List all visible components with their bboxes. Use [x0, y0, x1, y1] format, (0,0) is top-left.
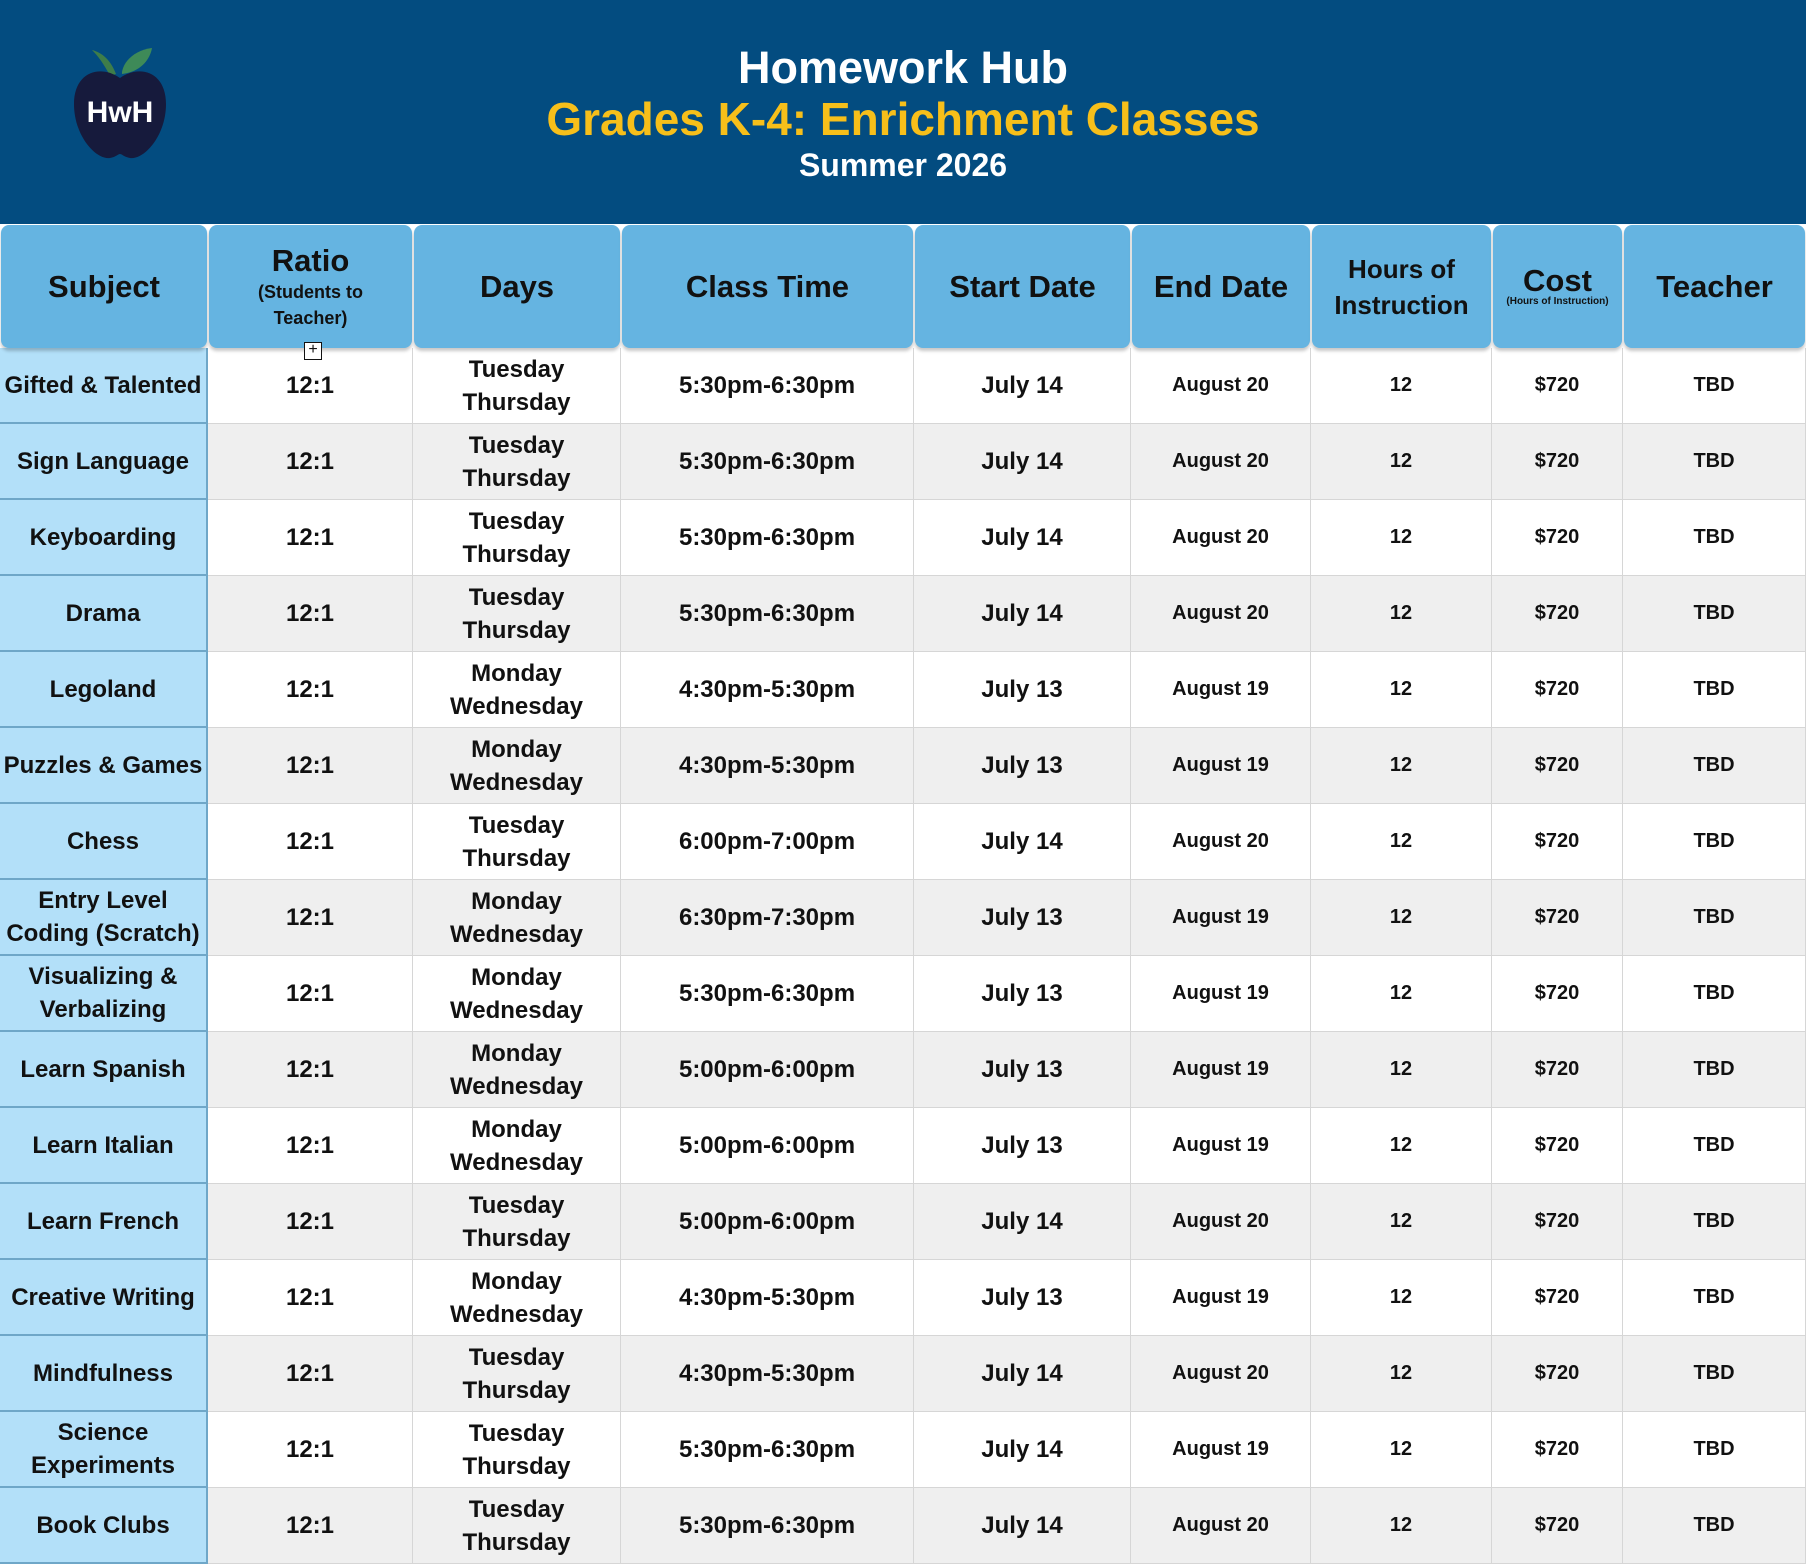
- day-first: Monday: [471, 963, 562, 991]
- header-subject-label: Subject: [48, 268, 160, 304]
- header-days: [414, 225, 620, 348]
- cost-cell: $720: [1492, 1184, 1623, 1260]
- hours-cell: 12: [1311, 1108, 1492, 1184]
- day-first: Monday: [471, 887, 562, 915]
- header-subject: [1, 225, 207, 348]
- end-date-cell: August 20: [1131, 500, 1311, 576]
- cost-cell: $720: [1492, 804, 1623, 880]
- hours-cell: 12: [1311, 1336, 1492, 1412]
- header-days-label: Days: [479, 268, 555, 304]
- cost-cell: $720: [1492, 1108, 1623, 1184]
- class-time-cell: 5:30pm-6:30pm: [621, 1412, 914, 1488]
- end-date-cell: August 20: [1131, 804, 1311, 880]
- end-date-cell: August 19: [1131, 728, 1311, 804]
- hours-cell: 12: [1311, 880, 1492, 956]
- end-date-cell: August 19: [1131, 956, 1311, 1032]
- header-class-time-label: Class Time: [685, 268, 850, 304]
- days-cell: [413, 1032, 621, 1108]
- class-time-cell: 4:30pm-5:30pm: [621, 1260, 914, 1336]
- page-subtitle: Grades K-4: Enrichment Classes: [546, 93, 1260, 145]
- class-time-cell: 5:30pm-6:30pm: [621, 576, 914, 652]
- hours-cell: 12: [1311, 956, 1492, 1032]
- ratio-cell: 12:1: [208, 1260, 413, 1336]
- ratio-cell: 12:1: [208, 1412, 413, 1488]
- end-date-cell: August 19: [1131, 1108, 1311, 1184]
- start-date-cell: July 14: [914, 1336, 1131, 1412]
- day-second: Wednesday: [450, 768, 583, 796]
- teacher-cell: TBD: [1623, 1184, 1806, 1260]
- cost-cell: $720: [1492, 1336, 1623, 1412]
- start-date-cell: July 13: [914, 728, 1131, 804]
- class-time-cell: 5:30pm-6:30pm: [621, 424, 914, 500]
- start-date-cell: July 13: [914, 1108, 1131, 1184]
- day-second: Wednesday: [450, 1148, 583, 1176]
- hours-cell: 12: [1311, 500, 1492, 576]
- cost-cell: $720: [1492, 652, 1623, 728]
- day-second: Thursday: [462, 1528, 571, 1556]
- days-cell: [413, 1260, 621, 1336]
- teacher-cell: TBD: [1623, 424, 1806, 500]
- header-start-date-label: Start Date: [949, 268, 1096, 304]
- class-time-cell: 4:30pm-5:30pm: [621, 1336, 914, 1412]
- teacher-cell: TBD: [1623, 348, 1806, 424]
- hours-cell: 12: [1311, 728, 1492, 804]
- subject-cell: Entry Level Coding (Scratch): [0, 880, 208, 956]
- hours-cell: 12: [1311, 1488, 1492, 1564]
- cost-cell: $720: [1492, 1412, 1623, 1488]
- ratio-cell: 12:1: [208, 576, 413, 652]
- subject-cell: Sign Language: [0, 424, 208, 500]
- day-second: Wednesday: [450, 920, 583, 948]
- day-first: Monday: [471, 1267, 562, 1295]
- day-first: Tuesday: [468, 507, 565, 535]
- days-cell: [413, 1336, 621, 1412]
- class-time-cell: 6:00pm-7:00pm: [621, 804, 914, 880]
- subject-cell: Keyboarding: [0, 500, 208, 576]
- teacher-cell: TBD: [1623, 576, 1806, 652]
- hours-cell: 12: [1311, 1184, 1492, 1260]
- teacher-cell: TBD: [1623, 1260, 1806, 1336]
- header-banner: [0, 0, 1806, 224]
- start-date-cell: July 14: [914, 348, 1131, 424]
- ratio-cell: 12:1: [208, 1108, 413, 1184]
- end-date-cell: August 20: [1131, 424, 1311, 500]
- subject-cell: Book Clubs: [0, 1488, 208, 1564]
- day-second: Wednesday: [450, 1300, 583, 1328]
- days-cell: [413, 804, 621, 880]
- class-time-cell: 4:30pm-5:30pm: [621, 652, 914, 728]
- cost-cell: $720: [1492, 1260, 1623, 1336]
- cost-cell: $720: [1492, 956, 1623, 1032]
- day-second: Thursday: [462, 388, 571, 416]
- teacher-cell: TBD: [1623, 804, 1806, 880]
- ratio-cell: 12:1: [208, 1032, 413, 1108]
- start-date-cell: July 14: [914, 804, 1131, 880]
- ratio-cell: 12:1: [208, 728, 413, 804]
- day-first: Tuesday: [468, 1343, 565, 1371]
- cost-cell: $720: [1492, 1032, 1623, 1108]
- days-cell: [413, 956, 621, 1032]
- day-second: Thursday: [462, 1224, 571, 1252]
- ratio-cell: 12:1: [208, 1184, 413, 1260]
- day-first: Tuesday: [468, 431, 565, 459]
- teacher-cell: TBD: [1623, 500, 1806, 576]
- subject-cell: Puzzles & Games: [0, 728, 208, 804]
- start-date-cell: July 14: [914, 500, 1131, 576]
- cost-cell: $720: [1492, 348, 1623, 424]
- end-date-cell: August 19: [1131, 652, 1311, 728]
- header-hours: [1312, 225, 1491, 348]
- class-time-cell: 4:30pm-5:30pm: [621, 728, 914, 804]
- subject-cell: Learn Spanish: [0, 1032, 208, 1108]
- class-schedule-table: [0, 224, 1806, 1564]
- class-time-cell: 5:30pm-6:30pm: [621, 1488, 914, 1564]
- header-class-time: [622, 225, 913, 348]
- cost-cell: $720: [1492, 576, 1623, 652]
- class-time-cell: 5:00pm-6:00pm: [621, 1032, 914, 1108]
- start-date-cell: July 13: [914, 652, 1131, 728]
- header-cost-label: Cost: [1523, 262, 1592, 298]
- end-date-cell: August 19: [1131, 1412, 1311, 1488]
- teacher-cell: TBD: [1623, 1488, 1806, 1564]
- cost-cell: $720: [1492, 728, 1623, 804]
- class-time-cell: 5:30pm-6:30pm: [621, 956, 914, 1032]
- day-first: Tuesday: [468, 1419, 565, 1447]
- header-cost: [1493, 225, 1622, 348]
- logo-text: HwH: [86, 96, 154, 129]
- subject-cell: Chess: [0, 804, 208, 880]
- cost-cell: $720: [1492, 880, 1623, 956]
- hours-cell: 12: [1311, 348, 1492, 424]
- ratio-cell: 12:1: [208, 652, 413, 728]
- teacher-cell: TBD: [1623, 1412, 1806, 1488]
- class-time-cell: 6:30pm-7:30pm: [621, 880, 914, 956]
- teacher-cell: TBD: [1623, 1108, 1806, 1184]
- days-cell: [413, 728, 621, 804]
- day-first: Tuesday: [468, 1495, 565, 1523]
- start-date-cell: July 13: [914, 1032, 1131, 1108]
- day-first: Tuesday: [468, 583, 565, 611]
- day-first: Tuesday: [468, 811, 565, 839]
- teacher-cell: TBD: [1623, 880, 1806, 956]
- cost-cell: $720: [1492, 1488, 1623, 1564]
- ratio-cell: 12:1: [208, 1336, 413, 1412]
- header-ratio-label: Ratio: [271, 242, 350, 278]
- days-cell: [413, 1108, 621, 1184]
- subject-cell: Science Experiments: [0, 1412, 208, 1488]
- days-cell: [413, 652, 621, 728]
- ratio-cell: 12:1: [208, 500, 413, 576]
- days-cell: [413, 500, 621, 576]
- header-start-date: [915, 225, 1130, 348]
- ratio-cell: 12:1: [208, 424, 413, 500]
- header-cost-note: (Hours of Instruction): [1506, 295, 1609, 307]
- ratio-cell: 12:1: [208, 348, 413, 424]
- day-second: Wednesday: [450, 996, 583, 1024]
- class-time-cell: 5:30pm-6:30pm: [621, 348, 914, 424]
- day-second: Wednesday: [450, 692, 583, 720]
- cost-cell: $720: [1492, 500, 1623, 576]
- hours-cell: 12: [1311, 804, 1492, 880]
- ratio-cell: 12:1: [208, 1488, 413, 1564]
- days-cell: [413, 348, 621, 424]
- day-second: Wednesday: [450, 1072, 583, 1100]
- teacher-cell: TBD: [1623, 1032, 1806, 1108]
- day-first: Monday: [471, 659, 562, 687]
- end-date-cell: August 20: [1131, 348, 1311, 424]
- day-first: Monday: [471, 1115, 562, 1143]
- ratio-cell: 12:1: [208, 804, 413, 880]
- days-cell: [413, 424, 621, 500]
- class-time-cell: 5:00pm-6:00pm: [621, 1108, 914, 1184]
- hours-cell: 12: [1311, 1260, 1492, 1336]
- days-cell: [413, 880, 621, 956]
- end-date-cell: August 19: [1131, 1032, 1311, 1108]
- ratio-cell: 12:1: [208, 880, 413, 956]
- start-date-cell: July 14: [914, 424, 1131, 500]
- start-date-cell: July 14: [914, 1412, 1131, 1488]
- teacher-cell: TBD: [1623, 728, 1806, 804]
- hours-cell: 12: [1311, 1032, 1492, 1108]
- days-cell: [413, 1412, 621, 1488]
- teacher-cell: TBD: [1623, 1336, 1806, 1412]
- header-teacher: [1624, 225, 1805, 348]
- days-cell: [413, 1184, 621, 1260]
- end-date-cell: August 20: [1131, 1184, 1311, 1260]
- header-end-date: [1132, 225, 1310, 348]
- subject-cell: Mindfulness: [0, 1336, 208, 1412]
- hours-cell: 12: [1311, 652, 1492, 728]
- class-time-cell: 5:00pm-6:00pm: [621, 1184, 914, 1260]
- expand-plus-icon[interactable]: +: [304, 342, 322, 360]
- end-date-cell: August 20: [1131, 1488, 1311, 1564]
- start-date-cell: July 14: [914, 576, 1131, 652]
- end-date-cell: August 19: [1131, 1260, 1311, 1336]
- days-cell: [413, 1488, 621, 1564]
- header-ratio-note: (Students to Teacher): [258, 281, 363, 328]
- day-first: Monday: [471, 1039, 562, 1067]
- header-ratio: [209, 225, 412, 358]
- teacher-cell: TBD: [1623, 652, 1806, 728]
- page-title: Homework Hub: [737, 42, 1069, 93]
- header-end-date-label: End Date: [1153, 268, 1289, 304]
- start-date-cell: July 13: [914, 880, 1131, 956]
- season-label: Summer 2026: [798, 147, 1008, 183]
- day-second: Thursday: [462, 616, 571, 644]
- day-second: Thursday: [462, 844, 571, 872]
- day-second: Thursday: [462, 464, 571, 492]
- header-teacher-label: Teacher: [1656, 268, 1773, 304]
- subject-cell: Gifted & Talented: [0, 348, 208, 424]
- start-date-cell: July 14: [914, 1184, 1131, 1260]
- header-hours-label: Hours of Instruction: [1334, 253, 1469, 320]
- hours-cell: 12: [1311, 424, 1492, 500]
- ratio-cell: 12:1: [208, 956, 413, 1032]
- subject-cell: Learn French: [0, 1184, 208, 1260]
- end-date-cell: August 19: [1131, 880, 1311, 956]
- cost-cell: $720: [1492, 424, 1623, 500]
- day-second: Thursday: [462, 540, 571, 568]
- day-second: Thursday: [462, 1452, 571, 1480]
- end-date-cell: August 20: [1131, 576, 1311, 652]
- subject-cell: Creative Writing: [0, 1260, 208, 1336]
- subject-cell: Legoland: [0, 652, 208, 728]
- subject-cell: Visualizing & Verbalizing: [0, 956, 208, 1032]
- day-first: Tuesday: [468, 1191, 565, 1219]
- class-time-cell: 5:30pm-6:30pm: [621, 500, 914, 576]
- day-second: Thursday: [462, 1376, 571, 1404]
- hours-cell: 12: [1311, 576, 1492, 652]
- subject-cell: Learn Italian: [0, 1108, 208, 1184]
- end-date-cell: August 20: [1131, 1336, 1311, 1412]
- days-cell: [413, 576, 621, 652]
- start-date-cell: July 14: [914, 1488, 1131, 1564]
- start-date-cell: July 13: [914, 1260, 1131, 1336]
- start-date-cell: July 13: [914, 956, 1131, 1032]
- subject-cell: Drama: [0, 576, 208, 652]
- day-first: Monday: [471, 735, 562, 763]
- hours-cell: 12: [1311, 1412, 1492, 1488]
- teacher-cell: TBD: [1623, 956, 1806, 1032]
- day-first: Tuesday: [468, 355, 565, 383]
